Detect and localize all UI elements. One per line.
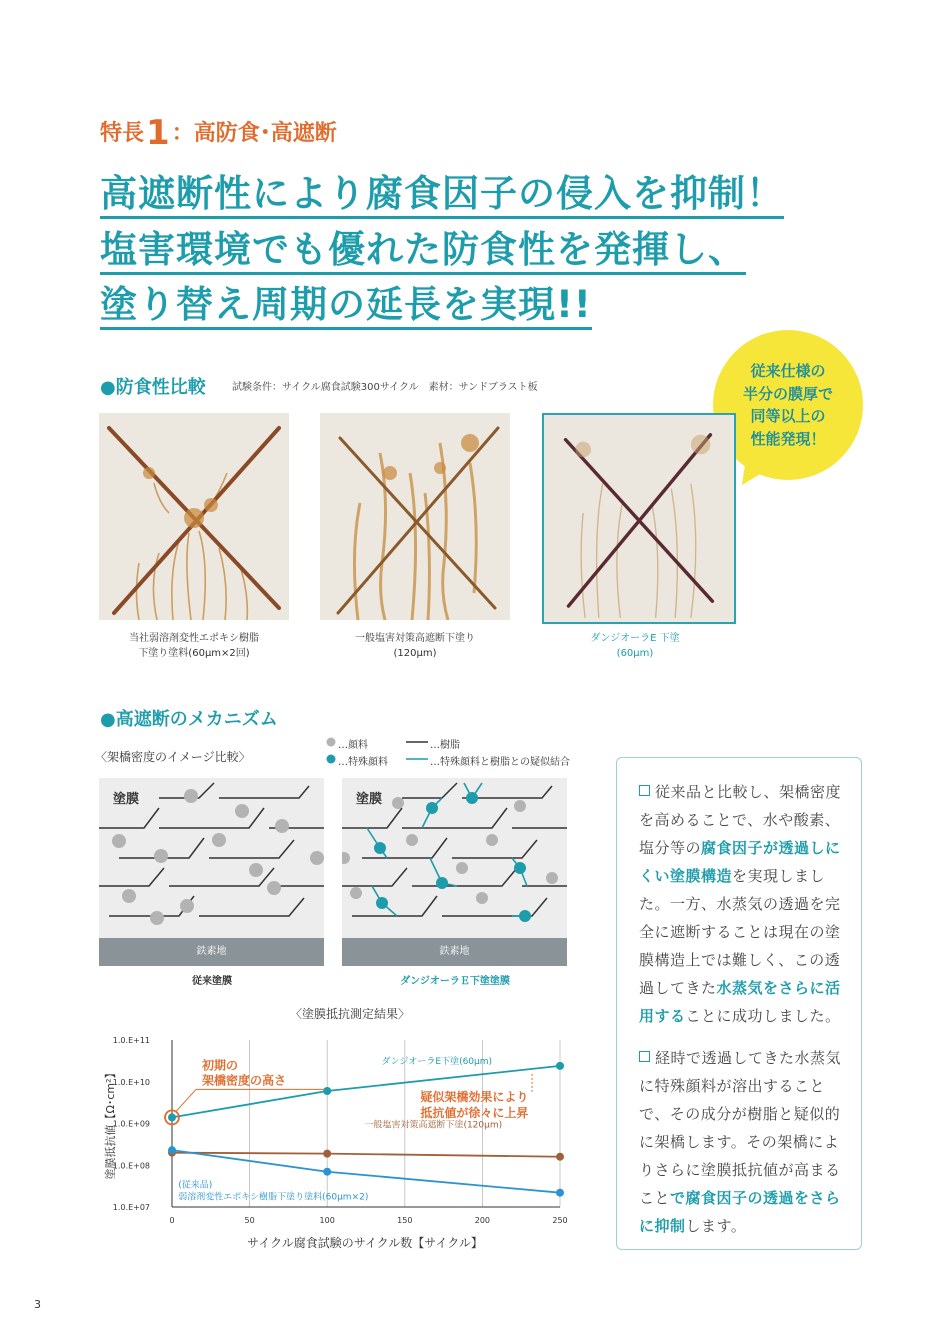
checkbox-square-icon <box>639 1051 650 1062</box>
sample-caption-3: ダンジオーラE 下塗 (60μm) <box>590 633 680 659</box>
annotation-leader <box>176 1089 196 1111</box>
sample-caption-1: 当社弱溶剤変性エポキシ樹脂 下塗り塗料(60μm×2回) <box>129 633 259 659</box>
y-tick-label: 1.0.E+08 <box>112 1161 150 1171</box>
headline-3: 塗り替え周期の延長を実現!! <box>100 286 592 330</box>
x-tick-label: 100 <box>319 1216 335 1225</box>
diagram-danjiora <box>342 778 567 966</box>
y-tick-label: 1.0.E+09 <box>112 1119 150 1129</box>
diagram-conventional <box>99 778 324 966</box>
diagram-caption-right: ダンジオーラＥ下塗塗膜 <box>400 976 510 987</box>
description-paragraph-2: 経時で透過してきた水蒸気に特殊顔料が溶出することで、その成分が樹脂と疑似的に架橋します。その架橋によりさらに塗膜抵抗値が高まることで腐食因子の透過をさらに抑制します。 <box>639 1049 842 1235</box>
test-conditions: 試験条件：サイクル腐食試験300サイクル 素材：サンドブラスト板 <box>232 382 538 393</box>
bubble-line-1: 従来仕様の <box>750 362 826 380</box>
sample-photo-1 <box>99 413 289 620</box>
x-tick-label: 250 <box>552 1216 568 1225</box>
resistance-chart <box>100 1000 600 1260</box>
x-tick-label: 200 <box>474 1216 491 1225</box>
description-paragraph-1: 従来品と比較し、架橋密度を高めることで、水や酸素、塩分等の腐食因子が透過しにくい塗膜構造を実現しました。一方、水蒸気の透過を完全に遮断することは現在の塗膜構造上では難しく、この透過してきた水蒸気をさらに活用することに成功しました。 <box>639 783 842 1025</box>
sample-caption-2: 一般塩害対策高遮断下塗り (120μm) <box>355 633 475 659</box>
series-point <box>556 1062 564 1070</box>
series-point <box>556 1153 564 1161</box>
chart-annotation: 弱溶剤変性エポキシ樹脂下塗り塗料(60μm×2) <box>178 1192 369 1203</box>
checkbox-square-icon <box>639 785 650 796</box>
y-axis-label: 塗膜抵抗値【Ω･cm²】 <box>104 1067 117 1180</box>
series-point <box>323 1087 331 1095</box>
coating-label-right: 塗膜 <box>356 792 383 807</box>
steel-substrate-left: 鉄素地 <box>99 938 324 966</box>
feature-title: ：高防食･高遮断 <box>171 121 337 146</box>
y-tick-label: 1.0.E+07 <box>112 1203 150 1212</box>
chart-annotation: (従来品) <box>178 1180 213 1191</box>
steel-substrate-right: 鉄素地 <box>342 938 567 966</box>
chart-annotation: 初期の <box>202 1058 239 1073</box>
comparison-title: ●防食性比較 <box>100 377 206 398</box>
sample-photo-2 <box>320 413 510 620</box>
x-tick-label: 50 <box>244 1216 255 1225</box>
coating-label-left: 塗膜 <box>113 792 140 807</box>
series-point <box>323 1168 331 1176</box>
sample-photo-3 <box>542 413 736 624</box>
bubble-line-3: 同等以上の <box>750 407 826 425</box>
legend-resin: …樹脂 <box>430 740 460 751</box>
legend-special-pigment: …特殊顔料 <box>338 757 388 768</box>
bubble-line-2: 半分の膜厚で <box>742 384 833 403</box>
chart-annotation: 疑似架橋効果により <box>420 1090 529 1105</box>
x-tick-label: 150 <box>397 1216 413 1225</box>
chart-annotation: 一般塩害対策高遮断下塗(120μm) <box>364 1120 503 1131</box>
x-tick-label: 0 <box>169 1216 175 1225</box>
series-point <box>168 1146 176 1154</box>
feature-label <box>100 113 337 153</box>
series-point <box>556 1189 564 1197</box>
y-tick-label: 1.0.E+11 <box>112 1036 150 1045</box>
series-point <box>168 1113 176 1121</box>
legend-pigment: …顔料 <box>338 740 368 751</box>
chart-svg <box>100 1000 600 1260</box>
chart-title: 〈塗膜抵抗測定結果〉 <box>289 1007 411 1021</box>
headline-2: 塩害環境でも優れた防食性を発揮し、 <box>100 231 746 275</box>
series-line <box>172 1153 560 1157</box>
feature-number: 1 <box>146 113 170 153</box>
x-axis-label: サイクル腐食試験のサイクル数【サイクル】 <box>247 1236 483 1250</box>
series-point <box>323 1150 331 1158</box>
legend-pseudo-bond: …特殊顔料と樹脂との疑似結合 <box>430 757 570 768</box>
page-number: 3 <box>34 1298 41 1311</box>
headline-1: 高遮断性により腐食因子の侵入を抑制！ <box>100 175 784 219</box>
feature-prefix: 特長 <box>100 121 145 146</box>
bubble-line-4: 性能発現！ <box>750 429 826 448</box>
chart-annotation: 架橋密度の高さ <box>202 1073 287 1088</box>
mechanism-subtitle: 〈架橋密度のイメージ比較〉 <box>95 750 251 764</box>
chart-annotation: ダンジオーラE下塗(60μm) <box>381 1057 493 1068</box>
chart-annotation: 抵抗値が徐々に上昇 <box>420 1106 529 1121</box>
description-box <box>616 757 862 1250</box>
diagram-caption-left: 従来塗膜 <box>192 976 232 987</box>
mechanism-title: ●高遮断のメカニズム <box>100 709 278 730</box>
y-tick-label: 1.0.E+10 <box>112 1077 150 1087</box>
